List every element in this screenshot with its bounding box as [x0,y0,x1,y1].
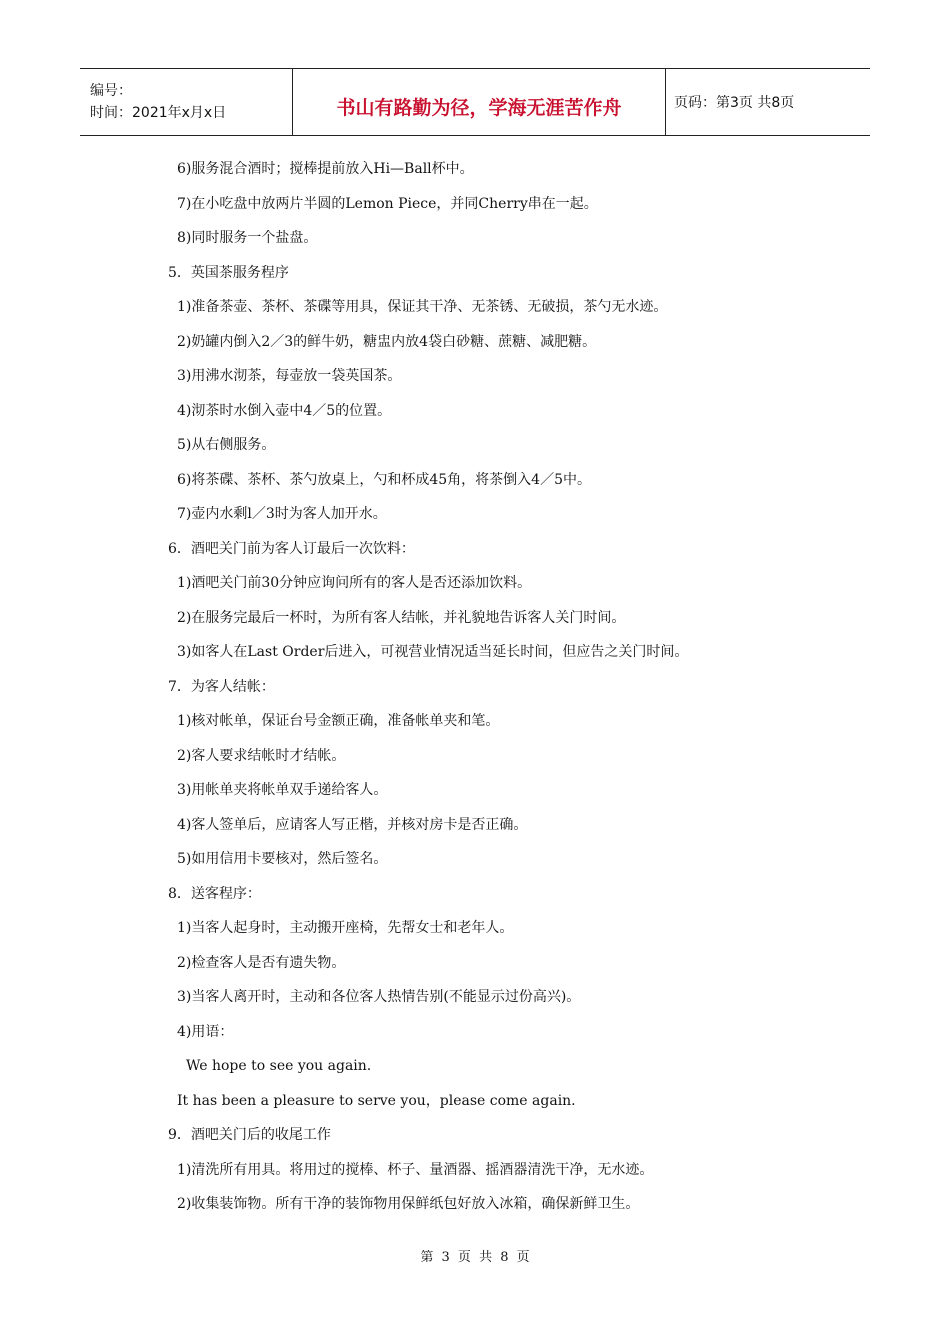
body-line: 7)在小吃盘中放两片半圆的Lemon Piece，并同Cherry串在一起。 [177,195,598,212]
body-line: 5)如用信用卡要核对，然后签名。 [177,851,388,867]
document-header [80,68,870,136]
body-line: 7)壶内水剩l／3时为客人加开水。 [177,506,387,522]
body-line: 1)当客人起身时，主动搬开座椅，先帮女士和老年人。 [177,920,514,936]
body-line: 2)客人要求结帐时才结帐。 [177,747,346,764]
body-line: 6)服务混合酒时；搅棒提前放入Hi—Ball杯中。 [177,161,474,177]
footer-prefix: 第 [420,1250,434,1265]
section-heading: 8．送客程序： [168,885,261,902]
header-meta-cell [80,69,293,136]
body-line: 3)用沸水沏茶，每壶放一袋英国茶。 [177,368,402,384]
body-line: 6)将茶碟、茶杯、茶勺放桌上，勺和杯成45角，将茶倒入4／5中。 [177,471,591,488]
section-heading: 7．为客人结帐： [168,678,275,695]
body-line: 1)准备茶壶、茶杯、茶碟等用具，保证其干净、无茶锈、无破损，茶勺无水迹。 [177,299,668,315]
section-heading: 6．酒吧关门前为客人订最后一次饮料： [168,540,415,557]
body-line: 3)如客人在Last Order后进入，可视营业情况适当延长时间，但应告之关门时间。 [177,644,689,660]
body-line: 8)同时服务一个盐盘。 [177,230,318,246]
body-line: 1)酒吧关门前30分钟应询问所有的客人是否还添加饮料。 [177,575,532,591]
document-number-label: 编号： [90,83,132,99]
body-line: 4)沏茶时水倒入壶中4／5的位置。 [177,402,392,419]
body-line: We hope to see you again. [186,1058,372,1074]
page-footer [0,1246,950,1265]
footer-current-page: 3 [441,1250,450,1265]
section-heading: 5．英国茶服务程序 [168,264,289,281]
header-motto: 书山有路勤为径，学海无涯苦作舟 [293,69,666,136]
body-line: It has been a pleasure to serve you，please come again. [177,1092,576,1109]
body-line: 4)客人签单后，应请客人写正楷，并核对房卡是否正确。 [177,816,528,833]
body-line: 4)用语： [177,1023,234,1040]
footer-suffix: 页 [516,1250,530,1265]
body-line: 1)核对帐单，保证台号金额正确，准备帐单夹和笔。 [177,713,500,729]
section-heading: 9．酒吧关门后的收尾工作 [168,1127,331,1143]
footer-page-unit: 页 [457,1250,471,1265]
footer-total-pages: 8 [500,1250,509,1265]
document-time-label: 时间：2021年x月x日 [90,105,227,121]
body-line: 2)检查客人是否有遗失物。 [177,954,346,971]
document-body [168,157,868,1227]
body-line: 2)在服务完最后一杯时，为所有客人结帐，并礼貌地告诉客人关门时间。 [177,609,626,626]
body-line: 2)收集装饰物。所有干净的装饰物用保鲜纸包好放入冰箱，确保新鲜卫生。 [177,1196,640,1212]
body-line: 3)当客人离开时，主动和各位客人热情告别(不能显示过份高兴)。 [177,989,581,1005]
header-page-info: 页码：第3页 共8页 [666,69,871,136]
body-line: 5)从右侧服务。 [177,437,276,453]
body-line: 2)奶罐内倒入2／3的鲜牛奶，糖盅内放4袋白砂糖、蔗糖、减肥糖。 [177,333,597,350]
footer-total-label: 共 [479,1250,493,1265]
body-line: 3)用帐单夹将帐单双手递给客人。 [177,782,388,798]
body-line: 1)清洗所有用具。将用过的搅棒、杯子、量酒器、摇酒器清洗干净，无水迹。 [177,1161,654,1178]
